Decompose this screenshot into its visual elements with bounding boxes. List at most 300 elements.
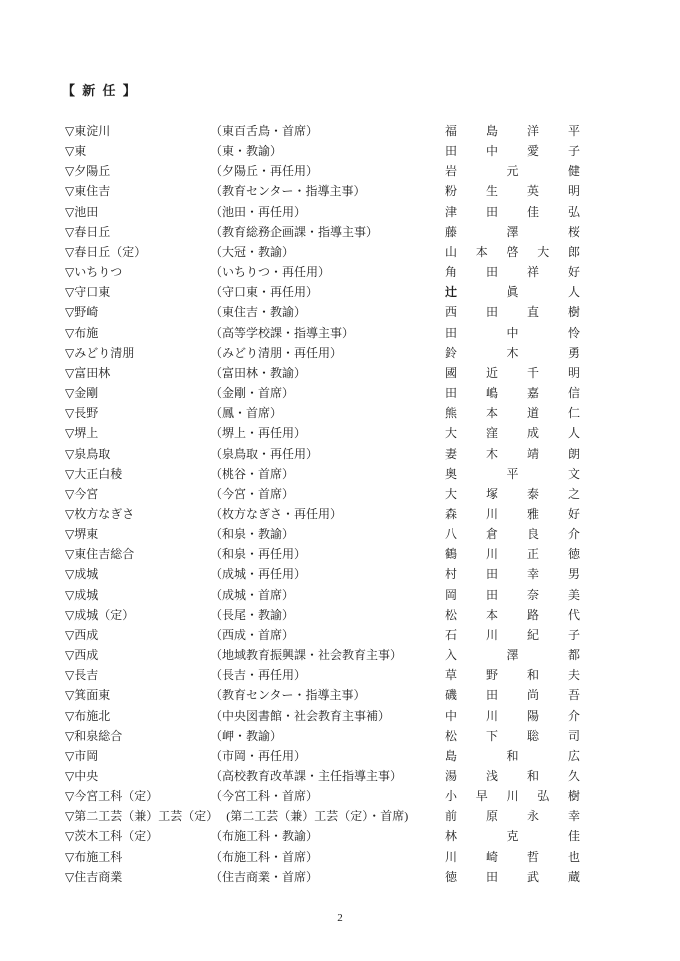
person-name-char: 泰	[526, 486, 539, 501]
person-name-char: 川	[485, 547, 498, 562]
person-name	[445, 484, 580, 504]
person-name-char: 久	[567, 769, 580, 783]
school-name: ▽茨木工科（定）	[65, 829, 159, 844]
person-name-char: 湯	[445, 769, 458, 783]
person-name-char: 広	[567, 748, 580, 763]
school-name: ▽東	[65, 144, 87, 159]
person-name-char: 原	[485, 809, 498, 824]
person-name-char: 粉	[445, 184, 458, 199]
school-name: ▽いちりつ	[65, 265, 123, 280]
school-name: ▽東住吉	[65, 184, 111, 199]
person-name-char: 松	[445, 728, 458, 743]
person-name-char: 福	[445, 124, 458, 138]
person-name-char: 代	[567, 607, 580, 622]
appointment-row	[65, 806, 580, 826]
person-name-char: 正	[526, 547, 539, 562]
person-name-char: 小	[445, 789, 458, 804]
appointment-row	[65, 504, 580, 524]
person-name	[445, 847, 580, 867]
person-name	[445, 363, 580, 383]
person-name-char: 弘	[567, 204, 580, 219]
person-name	[445, 645, 580, 665]
previous-post: （岬・教諭）	[210, 728, 283, 743]
school-name: ▽成城	[65, 587, 99, 602]
person-name-char: 倉	[485, 527, 498, 542]
person-name-char: 田	[445, 144, 458, 159]
person-name-char: 島	[445, 748, 458, 763]
person-name	[445, 746, 580, 766]
person-name-char: 和	[506, 748, 519, 763]
person-name-char: 澤	[506, 224, 519, 239]
person-name-char: 大	[445, 486, 458, 501]
previous-post: （地域教育振興課・社会教育主事）	[210, 648, 403, 663]
appointment-row	[65, 706, 580, 726]
person-name-char: 大	[445, 426, 458, 441]
person-name-char: 司	[567, 728, 580, 743]
previous-post: （守口東・再任用）	[210, 285, 319, 300]
appointment-row	[65, 847, 580, 867]
person-name-char: 文	[567, 466, 580, 481]
person-name-char: 吾	[567, 688, 580, 703]
previous-post: （中央図書館・社会教育主事補）	[210, 708, 391, 723]
school-name: ▽夕陽丘	[65, 164, 111, 179]
school-name: ▽枚方なぎさ	[65, 506, 135, 521]
person-name-char: 川	[445, 849, 458, 864]
person-name-char: 英	[526, 184, 539, 199]
person-name-char: 崎	[485, 849, 498, 864]
person-name-char: 平	[506, 466, 519, 481]
person-name	[445, 202, 580, 222]
person-name-char: 人	[567, 426, 580, 441]
appointment-row	[65, 867, 580, 887]
appointment-row	[65, 181, 580, 201]
person-name	[445, 262, 580, 282]
person-name	[445, 343, 580, 363]
person-name	[445, 403, 580, 423]
school-name: ▽みどり清朋	[65, 345, 135, 360]
school-name: ▽今宮	[65, 486, 99, 501]
person-name-char: 眞	[506, 285, 519, 300]
person-name-char: 田	[485, 567, 498, 582]
previous-post: (第二工芸（兼）工芸（定）・首席)	[226, 809, 409, 824]
person-name-char: 洋	[526, 124, 539, 138]
person-name	[445, 161, 580, 181]
person-name-char: 石	[445, 627, 458, 642]
person-name-char: 之	[567, 486, 580, 501]
person-name-char: 郎	[567, 244, 580, 259]
appointment-row	[65, 282, 580, 302]
person-name-char: 美	[567, 587, 580, 602]
person-name-char: 中	[506, 325, 519, 340]
appointment-row	[65, 786, 580, 806]
appointment-row	[65, 423, 580, 443]
person-name-char: 直	[526, 305, 539, 320]
person-name-char: 朗	[567, 446, 580, 461]
person-name-char: 啓	[506, 244, 519, 259]
person-name	[445, 524, 580, 544]
person-name-char: 子	[567, 144, 580, 159]
person-name-char: 中	[485, 144, 498, 159]
person-name	[445, 383, 580, 403]
person-name-char: 早	[475, 789, 488, 804]
previous-post: （みどり清朋・再任用）	[210, 345, 343, 360]
previous-post: （東・教諭）	[210, 144, 283, 159]
person-name	[445, 222, 580, 242]
person-name	[445, 544, 580, 564]
person-name-char: 下	[485, 728, 498, 743]
previous-post: （今宮工科・首席）	[210, 789, 319, 804]
school-name: ▽布施	[65, 325, 99, 340]
person-name-char: 島	[485, 124, 498, 138]
person-name	[445, 766, 580, 786]
previous-post: （東住吉・教諭）	[210, 305, 307, 320]
school-name: ▽春日丘（定）	[65, 244, 147, 259]
previous-post: （市岡・再任用）	[210, 748, 307, 763]
school-name: ▽堺東	[65, 527, 99, 542]
person-name-char: 田	[485, 688, 498, 703]
person-name-char: 雅	[526, 506, 539, 521]
appointment-row	[65, 484, 580, 504]
school-name: ▽市岡	[65, 748, 99, 763]
school-name: ▽金剛	[65, 386, 99, 401]
person-name-char: 佳	[567, 829, 580, 844]
person-name	[445, 282, 580, 302]
person-name-char: 明	[567, 184, 580, 199]
person-name-char: 塚	[485, 486, 498, 501]
person-name-char: 中	[445, 708, 458, 723]
person-name-char: 紀	[526, 627, 539, 642]
person-name	[445, 323, 580, 343]
person-name	[445, 867, 580, 887]
appointment-row	[65, 625, 580, 645]
person-name	[445, 625, 580, 645]
person-name-char: 大	[537, 244, 550, 259]
school-name: ▽成城	[65, 567, 99, 582]
school-name: ▽富田林	[65, 365, 111, 380]
person-name-char: 成	[526, 426, 539, 441]
appointment-row	[65, 544, 580, 564]
school-name: ▽和泉総合	[65, 728, 123, 743]
appointment-row	[65, 685, 580, 705]
person-name	[445, 141, 580, 161]
person-name-char: 蔵	[567, 869, 580, 884]
person-name-char: 好	[567, 265, 580, 280]
person-name-char: 介	[567, 527, 580, 542]
appointment-row	[65, 665, 580, 685]
person-name-char: 本	[485, 406, 498, 421]
person-name	[445, 181, 580, 201]
person-name-char: 愛	[526, 144, 539, 159]
school-name: ▽西成	[65, 648, 99, 663]
person-name-char: 徳	[567, 547, 580, 562]
appointment-row	[65, 262, 580, 282]
person-name-char: 平	[567, 124, 580, 138]
person-name-char: 磯	[445, 688, 458, 703]
person-name	[445, 585, 580, 605]
previous-post: （堺上・再任用）	[210, 426, 307, 441]
person-name-char: 津	[445, 204, 458, 219]
person-name-char: 嘉	[526, 386, 539, 401]
person-name	[445, 121, 580, 141]
appointment-row	[65, 302, 580, 322]
appointment-row	[65, 444, 580, 464]
section-header: 【 新 任 】	[62, 83, 138, 98]
person-name-char: 哲	[526, 849, 539, 864]
person-name-char: 川	[485, 506, 498, 521]
person-name-char: 八	[445, 527, 458, 542]
person-name-char: 介	[567, 708, 580, 723]
previous-post: （高校教育改革課・主任指導主事）	[210, 769, 403, 783]
person-name-char: 田	[445, 386, 458, 401]
person-name	[445, 564, 580, 584]
school-name: ▽布施工科	[65, 849, 123, 864]
person-name-char: 都	[567, 648, 580, 663]
previous-post: （教育総務企画課・指導主事）	[210, 224, 379, 239]
appointment-row	[65, 605, 580, 625]
appointment-row	[65, 222, 580, 242]
person-name-char: 窪	[485, 426, 498, 441]
appointment-row	[65, 323, 580, 343]
person-name-char: 好	[567, 506, 580, 521]
appointment-row	[65, 645, 580, 665]
person-name-char: 鶴	[445, 547, 458, 562]
person-name-char: 辻	[445, 285, 458, 300]
school-name: ▽長吉	[65, 668, 99, 683]
previous-post: （高等学校課・指導主事）	[210, 325, 355, 340]
person-name	[445, 302, 580, 322]
person-name-char: 奥	[445, 466, 458, 481]
previous-post: （住吉商業・首席）	[210, 869, 319, 884]
previous-post: （成城・首席）	[210, 587, 295, 602]
school-name: ▽大正白稜	[65, 466, 123, 481]
person-name-char: 明	[567, 365, 580, 380]
person-name-char: 陽	[526, 708, 539, 723]
previous-post: （金剛・首席）	[210, 386, 295, 401]
person-name-char: 國	[445, 365, 458, 380]
person-name	[445, 665, 580, 685]
school-name: ▽東住吉総合	[65, 547, 135, 562]
person-name-char: 武	[526, 869, 539, 884]
person-name	[445, 786, 580, 806]
school-name: ▽箕面東	[65, 688, 111, 703]
person-name-char: 田	[445, 325, 458, 340]
appointment-row	[65, 403, 580, 423]
appointment-row	[65, 141, 580, 161]
school-name: ▽池田	[65, 204, 99, 219]
previous-post: （和泉・再任用）	[210, 547, 307, 562]
person-name-char: 山	[445, 244, 458, 259]
appointment-row	[65, 343, 580, 363]
school-name: ▽堺上	[65, 426, 99, 441]
person-name-char: 田	[485, 869, 498, 884]
person-name-char: 幸	[526, 567, 539, 582]
person-name	[445, 806, 580, 826]
previous-post: （和泉・教諭）	[210, 527, 295, 542]
person-name-char: 木	[506, 345, 519, 360]
person-name-char: 田	[485, 305, 498, 320]
person-name-char: 熊	[445, 406, 458, 421]
previous-post: （西成・首席）	[210, 627, 295, 642]
person-name-char: 角	[445, 265, 458, 280]
person-name-char: 尚	[526, 688, 539, 703]
previous-post: （いちりつ・再任用）	[210, 265, 331, 280]
appointment-row	[65, 242, 580, 262]
previous-post: （長吉・再任用）	[210, 668, 307, 683]
school-name: ▽野崎	[65, 305, 99, 320]
previous-post: （桃谷・首席）	[210, 466, 295, 481]
appointment-row	[65, 121, 580, 141]
person-name-char: 男	[567, 567, 580, 582]
person-name-char: 桜	[567, 224, 580, 239]
school-name: ▽守口東	[65, 285, 111, 300]
appointment-row	[65, 383, 580, 403]
person-name-char: 浅	[485, 769, 498, 783]
person-name-char: 勇	[567, 345, 580, 360]
previous-post: （教育センター・指導主事）	[210, 184, 366, 199]
person-name-char: 田	[485, 587, 498, 602]
previous-post: （富田林・教諭）	[210, 365, 307, 380]
previous-post: （布施工科・教諭）	[210, 829, 319, 844]
person-name	[445, 464, 580, 484]
school-name: ▽中央	[65, 769, 99, 783]
school-name: ▽布施北	[65, 708, 111, 723]
previous-post: （教育センター・指導主事）	[210, 688, 366, 703]
person-name-char: 前	[445, 809, 458, 824]
person-name-char: 良	[526, 527, 539, 542]
person-name-char: 田	[485, 265, 498, 280]
person-name-char: 本	[485, 607, 498, 622]
person-name-char: 岩	[445, 164, 458, 179]
person-name	[445, 685, 580, 705]
person-name-char: 鈴	[445, 345, 458, 360]
appointment-row	[65, 726, 580, 746]
appointment-row	[65, 161, 580, 181]
person-name-char: 元	[506, 164, 519, 179]
person-name	[445, 706, 580, 726]
person-name-char: 人	[567, 285, 580, 300]
person-name-char: 幸	[567, 809, 580, 824]
person-name	[445, 444, 580, 464]
person-name-char: 克	[506, 829, 519, 844]
person-name-char: 樹	[567, 789, 580, 804]
appointment-row	[65, 746, 580, 766]
previous-post: （今宮・首席）	[210, 486, 295, 501]
person-name-char: 澤	[506, 648, 519, 663]
previous-post: （長尾・教諭）	[210, 607, 295, 622]
appointment-row	[65, 202, 580, 222]
appointment-row	[65, 524, 580, 544]
appointment-row	[65, 766, 580, 786]
person-name	[445, 826, 580, 846]
person-name	[445, 605, 580, 625]
person-name-char: 路	[526, 607, 539, 622]
person-name-char: 川	[485, 708, 498, 723]
person-name-char: 仁	[567, 406, 580, 421]
person-name-char: 聡	[526, 728, 539, 743]
person-name-char: 妻	[445, 446, 458, 461]
person-name-char: 徳	[445, 869, 458, 884]
person-name	[445, 726, 580, 746]
person-name-char: 樹	[567, 305, 580, 320]
appointment-list	[65, 121, 580, 887]
person-name-char: 夫	[567, 668, 580, 683]
person-name-char: 川	[506, 789, 519, 804]
school-name: ▽西成	[65, 627, 99, 642]
appointment-row	[65, 464, 580, 484]
previous-post: （泉鳥取・再任用）	[210, 446, 319, 461]
appointment-row	[65, 363, 580, 383]
person-name-char: 靖	[526, 446, 539, 461]
person-name-char: 藤	[445, 224, 458, 239]
person-name-char: 怜	[567, 325, 580, 340]
person-name-char: 森	[445, 506, 458, 521]
appointment-row	[65, 564, 580, 584]
person-name-char: 佳	[526, 204, 539, 219]
school-name: ▽第二工芸（兼）工芸（定）	[65, 809, 219, 824]
school-name: ▽今宮工科（定）	[65, 789, 159, 804]
person-name	[445, 242, 580, 262]
person-name	[445, 423, 580, 443]
person-name-char: 永	[526, 809, 539, 824]
person-name-char: 弘	[537, 789, 550, 804]
school-name: ▽長野	[65, 406, 99, 421]
previous-post: （鳳・首席）	[210, 406, 283, 421]
appointment-row	[65, 826, 580, 846]
person-name-char: 也	[567, 849, 580, 864]
person-name-char: 川	[485, 627, 498, 642]
school-name: ▽泉鳥取	[65, 446, 111, 461]
person-name-char: 西	[445, 305, 458, 320]
previous-post: （枚方なぎさ・再任用）	[210, 506, 343, 521]
person-name-char: 奈	[526, 587, 539, 602]
school-name: ▽成城（定）	[65, 607, 135, 622]
school-name: ▽春日丘	[65, 224, 111, 239]
person-name-char: 田	[485, 204, 498, 219]
person-name-char: 和	[526, 769, 539, 783]
person-name-char: 近	[485, 365, 498, 380]
person-name-char: 木	[485, 446, 498, 461]
person-name-char: 和	[526, 668, 539, 683]
person-name-char: 子	[567, 627, 580, 642]
person-name-char: 本	[475, 244, 488, 259]
school-name: ▽東淀川	[65, 124, 111, 138]
previous-post: （夕陽丘・再任用）	[210, 164, 319, 179]
person-name-char: 松	[445, 607, 458, 622]
person-name-char: 草	[445, 668, 458, 683]
person-name-char: 入	[445, 648, 458, 663]
previous-post: （成城・再任用）	[210, 567, 307, 582]
previous-post: （大冠・教諭）	[210, 244, 295, 259]
person-name-char: 生	[485, 184, 498, 199]
person-name-char: 林	[445, 829, 458, 844]
person-name	[445, 504, 580, 524]
page-number: 2	[337, 912, 343, 924]
previous-post: （東百舌鳥・首席）	[210, 124, 319, 138]
person-name-char: 嶋	[485, 386, 498, 401]
previous-post: （池田・再任用）	[210, 204, 307, 219]
person-name-char: 野	[485, 668, 498, 683]
school-name: ▽住吉商業	[65, 869, 123, 884]
person-name-char: 健	[567, 164, 580, 179]
person-name-char: 岡	[445, 587, 458, 602]
person-name-char: 祥	[526, 265, 539, 280]
person-name-char: 千	[526, 365, 539, 380]
person-name-char: 道	[526, 406, 539, 421]
person-name-char: 村	[445, 567, 458, 582]
appointment-row	[65, 585, 580, 605]
person-name-char: 信	[567, 386, 580, 401]
previous-post: （布施工科・首席）	[210, 849, 319, 864]
